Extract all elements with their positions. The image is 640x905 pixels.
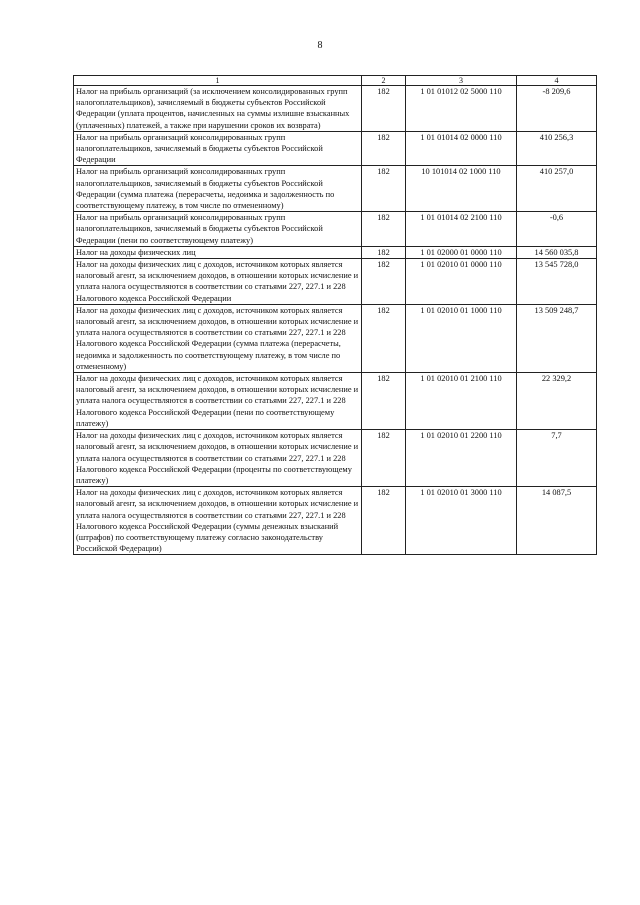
revenue-name: Налог на доходы физических лиц	[74, 246, 362, 258]
amount: 13 509 248,7	[517, 304, 597, 372]
admin-code: 182	[362, 487, 406, 555]
table-row	[74, 430, 597, 487]
header-row	[74, 76, 597, 86]
amount: -0,6	[517, 212, 597, 247]
revenue-name: Налог на доходы физических лиц с доходов, источником которых является налоговый агент, за исключением доходов, в отношении которых исчисление и уплата налога осуществляются в соответствии со статьями 227, 227.1 и 228 Налогового кодекса Российской Федерации (суммы денежных взысканий (штрафов) по соответствующему платежу согласно законодательству Российской Федерации)	[74, 487, 362, 555]
admin-code: 182	[362, 373, 406, 430]
admin-code: 182	[362, 86, 406, 132]
admin-code: 182	[362, 430, 406, 487]
budget-classification-code: 1 01 02000 01 0000 110	[406, 246, 517, 258]
admin-code: 182	[362, 304, 406, 372]
revenue-name: Налог на прибыль организаций (за исключением консолидированных групп налогоплательщиков), зачисляемый в бюджеты субъектов Российской Федерации (уплата процентов, начисленных на суммы излишне взысканных (уплаченных) платежей, а также при нарушении сроков их возврата)	[74, 86, 362, 132]
amount: 410 256,3	[517, 131, 597, 166]
revenue-name: Налог на прибыль организаций консолидированных групп налогоплательщиков, зачисляемый в бюджеты субъектов Российской Федерации	[74, 131, 362, 166]
amount: -8 209,6	[517, 86, 597, 132]
budget-classification-code: 1 01 02010 01 3000 110	[406, 487, 517, 555]
column-header-2: 2	[362, 76, 406, 86]
table-row	[74, 304, 597, 372]
column-header-1: 1	[74, 76, 362, 86]
revenue-name: Налог на доходы физических лиц с доходов, источником которых является налоговый агент, за исключением доходов, в отношении которых исчисление и уплата налога осуществляются в соответствии со статьями 227, 227.1 и 228 Налогового кодекса Российской Федерации (проценты по соответствующему платежу)	[74, 430, 362, 487]
table-row	[74, 259, 597, 305]
table-row	[74, 373, 597, 430]
budget-classification-code: 1 01 02010 01 0000 110	[406, 259, 517, 305]
column-header-4: 4	[517, 76, 597, 86]
table-row	[74, 131, 597, 166]
revenue-name: Налог на доходы физических лиц с доходов, источником которых является налоговый агент, за исключением доходов, в отношении которых исчисление и уплата налога осуществляются в соответствии со статьями 227, 227.1 и 228 Налогового кодекса Российской Федерации	[74, 259, 362, 305]
column-header-3: 3	[406, 76, 517, 86]
table-row	[74, 487, 597, 555]
admin-code: 182	[362, 259, 406, 305]
admin-code: 182	[362, 246, 406, 258]
budget-classification-code: 1 01 02010 01 2200 110	[406, 430, 517, 487]
budget-classification-code: 10 101014 02 1000 110	[406, 166, 517, 212]
amount: 22 329,2	[517, 373, 597, 430]
amount: 13 545 728,0	[517, 259, 597, 305]
revenue-name: Налог на доходы физических лиц с доходов, источником которых является налоговый агент, за исключением доходов, в отношении которых исчисление и уплата налога осуществляются в соответствии со статьями 227, 227.1 и 228 Налогового кодекса Российской Федерации (сумма платежа (перерасчеты, недоимка и задолженность по соответствующему платежу, в том числе по отмененному)	[74, 304, 362, 372]
admin-code: 182	[362, 212, 406, 247]
table-row	[74, 86, 597, 132]
budget-classification-code: 1 01 02010 01 2100 110	[406, 373, 517, 430]
admin-code: 182	[362, 131, 406, 166]
revenue-table	[73, 75, 597, 555]
admin-code: 182	[362, 166, 406, 212]
table-row	[74, 212, 597, 247]
revenue-name: Налог на прибыль организаций консолидированных групп налогоплательщиков, зачисляемый в бюджеты субъектов Российской Федерации (сумма платежа (перерасчеты, недоимка и задолженность по соответствующему платежу, в том числе по отмененному)	[74, 166, 362, 212]
page-number: 8	[317, 40, 323, 51]
budget-classification-code: 1 01 01012 02 5000 110	[406, 86, 517, 132]
table-row	[74, 166, 597, 212]
budget-classification-code: 1 01 01014 02 2100 110	[406, 212, 517, 247]
amount: 14 560 035,8	[517, 246, 597, 258]
budget-classification-code: 1 01 02010 01 1000 110	[406, 304, 517, 372]
table-row	[74, 246, 597, 258]
amount: 410 257,0	[517, 166, 597, 212]
revenue-name: Налог на доходы физических лиц с доходов, источником которых является налоговый агент, за исключением доходов, в отношении которых исчисление и уплата налога осуществляются в соответствии со статьями 227, 227.1 и 228 Налогового кодекса Российской Федерации (пени по соответствующему платежу)	[74, 373, 362, 430]
amount: 7,7	[517, 430, 597, 487]
amount: 14 087,5	[517, 487, 597, 555]
revenue-name: Налог на прибыль организаций консолидированных групп налогоплательщиков, зачисляемый в бюджеты субъектов Российской Федерации (пени по соответствующему платежу)	[74, 212, 362, 247]
budget-classification-code: 1 01 01014 02 0000 110	[406, 131, 517, 166]
